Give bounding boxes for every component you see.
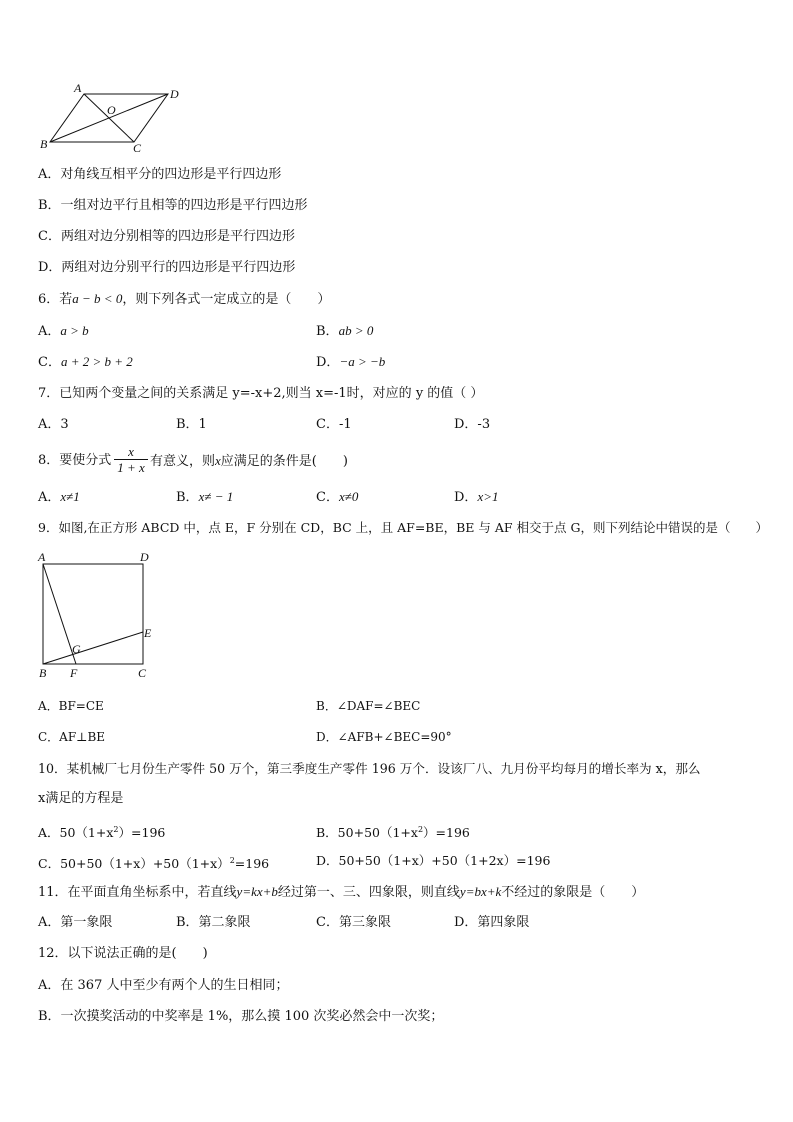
label-b: B xyxy=(39,666,47,680)
q11-option-a: A．第一象限 xyxy=(38,915,113,930)
q6-stem-rest: ，则下列各式一定成立的是（ ） xyxy=(122,292,331,307)
q8-option-d-letter: D． xyxy=(454,490,478,505)
label-f: F xyxy=(70,666,78,680)
q8-stem-pre: 8．要使分式 xyxy=(38,453,112,468)
q8-option-c-math: x≠0 xyxy=(338,489,359,504)
q5-option-b: B．一组对边平行且相等的四边形是平行四边形 xyxy=(38,198,308,213)
q9-option-b: B．∠DAF=∠BEC xyxy=(316,699,421,713)
label-o: O xyxy=(107,103,116,117)
q9-option-a: A．BF=CE xyxy=(38,699,104,713)
q11-stem xyxy=(38,883,644,902)
q10-option-b xyxy=(316,821,470,842)
q10-option-d xyxy=(316,852,550,870)
q6-option-b-letter: B． xyxy=(316,324,339,339)
q12-option-b: B．一次摸奖活动的中奖率是 1%，那么摸 100 次奖必然会中一次奖； xyxy=(38,1009,444,1024)
q10-option-a xyxy=(38,821,165,842)
q8-option-a xyxy=(38,488,80,507)
q8-option-c xyxy=(316,488,358,507)
q9-stem: 9．如图,在正方形 ABCD 中，点 E，F 分别在 CD，BC 上，且 AF=BE，BE 与 AF 相交于点 G，则下列结论中错误的是（ ） xyxy=(38,520,769,535)
q8-stem-post-rest: 应满足的条件是( ) xyxy=(220,454,348,469)
q5-option-a: A．对角线互相平分的四边形是平行四边形 xyxy=(38,167,282,182)
q6-option-c-math: a + 2 > b + 2 xyxy=(60,354,133,369)
q11-stem-mid: 经过第一、三、四象限，则直线 xyxy=(277,885,460,900)
q8-option-d-math: x>1 xyxy=(477,489,499,504)
q6-stem-math: a − b < 0 xyxy=(72,291,123,306)
q11-stem-pre: 11．在平面直角坐标系中，若直线 xyxy=(38,885,237,900)
q10-option-b-pre: B．50+50（1+x xyxy=(316,825,418,841)
q10-option-b-post: ）=196 xyxy=(423,825,470,841)
q11-option-c: C．第三象限 xyxy=(316,915,391,930)
q10-option-a-pre: A．50（1+x xyxy=(38,825,114,841)
q10-option-c xyxy=(38,852,269,873)
q6-option-c-letter: C． xyxy=(38,355,61,370)
label-g: G xyxy=(72,642,81,656)
diagonal-bd xyxy=(50,94,168,142)
q8-option-b-letter: B． xyxy=(176,490,199,505)
q8-option-d xyxy=(454,488,498,507)
q8-fraction xyxy=(114,444,148,475)
q10-option-d-pre: D．50+50（1+x）+50（1+2x）=196 xyxy=(316,853,551,868)
label-a: A xyxy=(74,82,82,95)
q10-option-c-post: =196 xyxy=(234,856,270,872)
q6-option-a xyxy=(38,322,89,341)
q10-option-c-sup: 2 xyxy=(229,856,235,865)
q6-option-d-letter: D． xyxy=(316,355,340,370)
q5-option-c: C．两组对边分别相等的四边形是平行四边形 xyxy=(38,229,295,244)
q11-line2: y=bx+k xyxy=(459,884,502,899)
label-b: B xyxy=(40,137,48,151)
q10-stem-line1: 10．某机械厂七月份生产零件 50 万个，第三季度生产零件 196 万个．设该厂八、九月份平均每月的增长率为 x，那么 xyxy=(38,761,701,776)
q6-option-a-letter: A． xyxy=(38,324,61,339)
label-d: D xyxy=(170,87,179,101)
square-figure xyxy=(34,546,164,682)
q12-stem: 12．以下说法正确的是( ) xyxy=(38,946,208,961)
q11-line1: y=kx+b xyxy=(236,884,278,899)
q6-stem-label: 6．若 xyxy=(38,292,73,307)
q8-stem-var: x xyxy=(215,453,221,468)
square-abcd xyxy=(43,564,143,664)
q8-stem-post-pre: 有意义，则 xyxy=(150,454,216,469)
q8-option-a-letter: A． xyxy=(38,490,61,505)
q6-option-c xyxy=(38,353,133,372)
q12-option-a: A．在 367 人中至少有两个人的生日相同； xyxy=(38,978,289,993)
q8-stem-post xyxy=(150,452,348,471)
q8-fraction-numerator: x xyxy=(114,444,148,460)
q6-option-d xyxy=(316,353,385,372)
q6-stem xyxy=(38,290,330,309)
q6-option-a-math: a > b xyxy=(60,323,89,338)
label-c: C xyxy=(133,141,142,154)
q10-stem-line2: x满足的方程是 xyxy=(38,791,124,806)
q10-option-b-sup: 2 xyxy=(417,825,424,834)
q8-option-b xyxy=(176,488,233,507)
q6-option-b xyxy=(316,322,373,341)
q10-option-a-post: ）=196 xyxy=(118,825,166,841)
q7-stem: 7．已知两个变量之间的关系满足 y=-x+2,则当 x=-1时，对应的 y 的值（ ） xyxy=(38,386,484,401)
q8-fraction-denominator: 1 + x xyxy=(117,460,145,475)
label-e: E xyxy=(144,626,152,640)
q7-option-d: D．-3 xyxy=(454,417,491,432)
parallelogram-figure xyxy=(38,82,188,154)
label-d: D xyxy=(140,550,149,564)
q10-option-c-pre: C．50+50（1+x）+50（1+x） xyxy=(38,856,230,872)
q7-option-c: C．-1 xyxy=(316,417,352,432)
label-c: C xyxy=(138,666,147,680)
q8-option-c-letter: C． xyxy=(316,490,339,505)
q11-option-b: B．第二象限 xyxy=(176,915,251,930)
segment-be xyxy=(43,632,143,664)
q5-option-d: D．两组对边分别平行的四边形是平行四边形 xyxy=(38,260,296,275)
q11-option-d: D．第四象限 xyxy=(454,915,530,930)
q8-option-a-math: x≠1 xyxy=(60,489,80,504)
q7-option-a: A．3 xyxy=(38,417,69,432)
q8-option-b-math: x≠ − 1 xyxy=(198,489,234,504)
q9-option-d: D．∠AFB+∠BEC=90° xyxy=(316,730,452,744)
q10-option-a-sup: 2 xyxy=(113,825,119,834)
q9-option-c: C．AF⊥BE xyxy=(38,730,106,744)
q7-option-b: B．1 xyxy=(176,417,207,432)
q11-stem-post: 不经过的象限是（ ） xyxy=(501,885,645,900)
q6-option-d-math: −a > −b xyxy=(339,354,386,369)
label-a: A xyxy=(38,550,46,564)
q6-option-b-math: ab > 0 xyxy=(338,323,374,338)
